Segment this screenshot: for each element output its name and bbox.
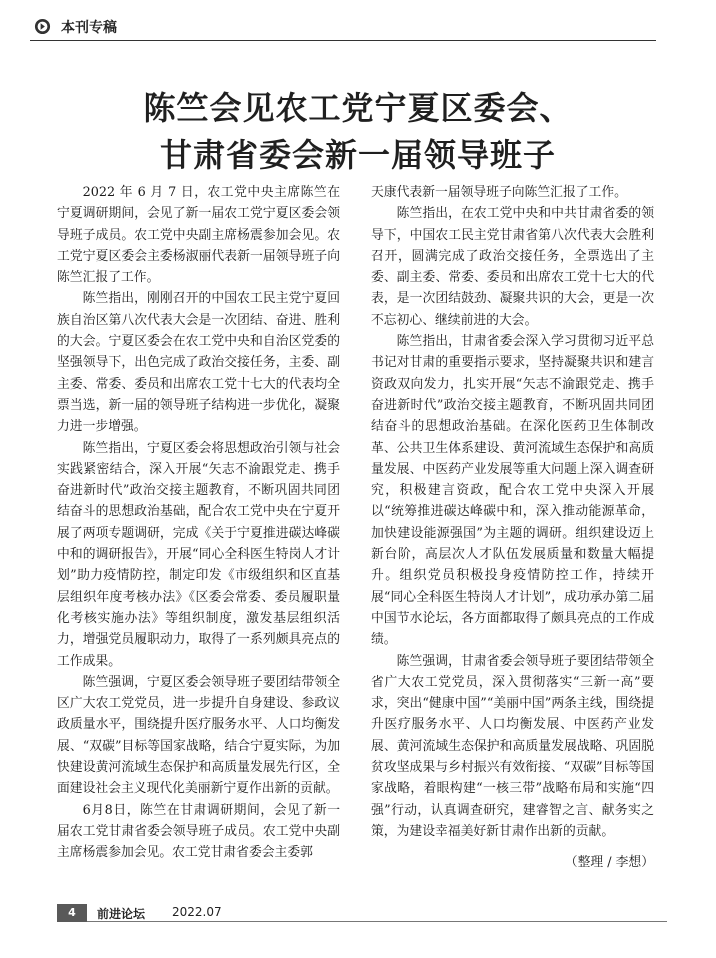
article-title-line2: 甘肃省委会新一届领导班子 [159, 136, 556, 174]
article-title-line1: 陈竺会见农工党宁夏区委会、 [143, 89, 573, 127]
right-column [371, 182, 654, 874]
page-header [30, 14, 656, 41]
page-footer [57, 904, 667, 922]
issue-number: 2022.07 [172, 905, 222, 919]
section-label: 本刊专稿 [61, 20, 117, 36]
page-number: 4 [57, 904, 87, 922]
paragraph: 陈竺指出，刚刚召开的中国农工民主党宁夏回族自治区第八次代表大会是一次团结、奋进、胜利的大会。宁夏区委会在农工党中央和自治区党委的坚强领导下，出色完成了政治交接任务，主委、副主委、常委、委员和出席农工党十七大的代表均全票当选，新一届的领导班子结构进一步优化，凝聚力进一步增强。 [57, 291, 340, 435]
paragraph: 陈竺强调，甘肃省委会领导班子要团结带领全省广大农工党党员，深入贯彻落实“三新一高”要求，突出“健康中国”“美丽中国”两条主线，围绕提升医疗服务水平、人口均衡发展、中医药产业发展、黄河流域生态保护和高质量发展战略、巩固脱贫攻坚成果与乡村振兴有效衔接、“双碳”目标等国家战略，着眼构建“一核三带”战略布局和实施“四强”行动，认真调查研究，建睿智之言、献务实之策，为建设幸福美好新甘肃作出新的贡献。 [371, 653, 654, 839]
paragraph: 6月8日，陈竺在甘肃调研期间，会见了新一届农工党甘肃省委会领导班子成员。农工党中央副主席杨震参加会见。农工党甘肃省委会主委郭 [57, 802, 340, 861]
paragraph: 陈竺指出，在农工党中央和中共甘肃省委的领导下，中国农工民主党甘肃省第八次代表大会胜利召开，圆满完成了政治交接任务，全票选出了主委、副主委、常委、委员和出席农工党十七大的代表，是一次团结鼓劲、凝聚共识的大会，更是一次不忘初心、继续前进的大会。 [371, 206, 654, 328]
footer-divider [87, 921, 667, 922]
left-column [57, 182, 340, 864]
circle-arrow-icon [34, 18, 51, 35]
editor-signature: （整理 / 李想） [564, 855, 654, 871]
paragraph: 2022 年 6 月 7 日，农工党中央主席陈竺在宁夏调研期间，会见了新一届农工党宁夏区委会领导班子成员。农工党中央副主席杨震参加会见。农工党宁夏区委会主委杨淑丽代表新一届领导班子向陈竺汇报了工作。 [57, 185, 340, 286]
paragraph: 陈竺强调，宁夏区委会领导班子要团结带领全区广大农工党党员，进一步提升自身建设、参政议政质量水平，围绕提升医疗服务水平、人口均衡发展、“双碳”目标等国家战略，结合宁夏实际，为加快建设黄河流域生态保护和高质量发展先行区，全面建设社会主义现代化美丽新宁夏作出新的贡献。 [57, 674, 340, 797]
paragraph-continuation: 天康代表新一届领导班子向陈竺汇报了工作。 [371, 185, 627, 200]
journal-name: 前进论坛 [97, 907, 146, 921]
paragraph: 陈竺指出，宁夏区委会将思想政治引领与社会实践紧密结合，深入开展“矢志不渝跟党走、携手奋进新时代”政治交接主题教育，不断巩固共同团结奋斗的思想政治基础，配合农工党中央在宁夏开展了两项专题调研，完成《关于宁夏推进碳达峰碳中和的调研报告》，开展“同心全科医生特岗人才计划”助力疫情防控，制定印发《市级组织和区直基层组织年度考核办法》《区委会常委、委员履职量化考核实施办法》等组织制度，激发基层组织活力，增强党员履职动力，取得了一系列颇具亮点的工作成果。 [57, 440, 340, 669]
paragraph: 陈竺指出，甘肃省委会深入学习贯彻习近平总书记对甘肃的重要指示要求，坚持凝聚共识和建言资政双向发力，扎实开展“矢志不渝跟党走、携手奋进新时代”政治交接主题教育，不断巩固共同团结奋斗的思想政治基础。在深化医药卫生体制改革、公共卫生体系建设、黄河流域生态保护和高质量发展、中医药产业发展等重大问题上深入调查研究，积极建言资政，配合农工党中央深入开展以“统筹推进碳达峰碳中和，深入推动能源革命，加快建设能源强国”为主题的调研。组织建设迈上新台阶，高层次人才队伍发展质量和数量大幅提升。组织党员积极投身疫情防控工作，持续开展“同心全科医生特岗人才计划”，成功承办第二届中国节水论坛，各方面都取得了颇具亮点的工作成绩。 [371, 334, 654, 648]
